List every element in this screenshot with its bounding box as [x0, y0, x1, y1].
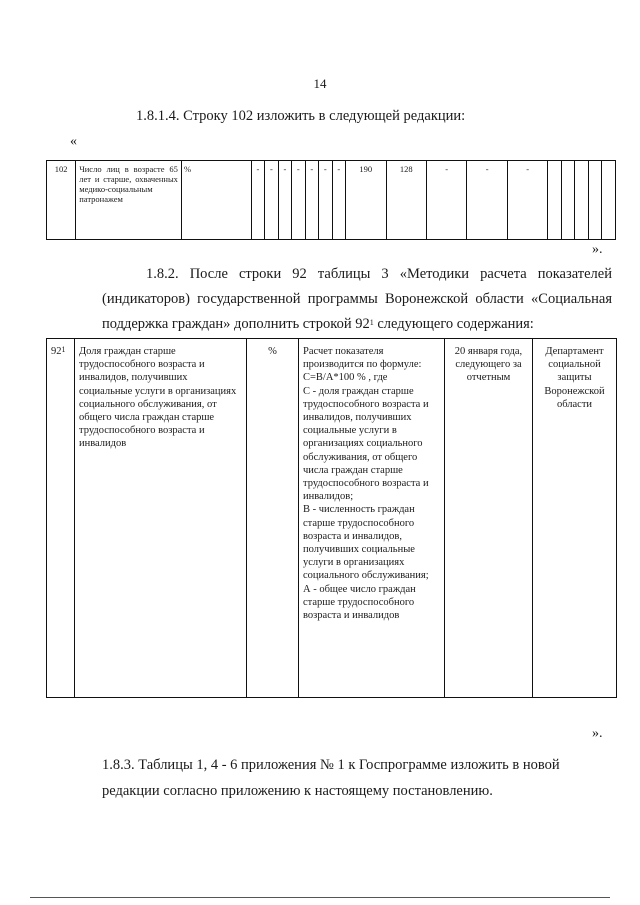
section-1814-heading: 1.8.1.4. Строку 102 изложить в следующей редакции:: [136, 108, 466, 124]
row-number: $92^1$: [47, 339, 75, 698]
value-cell: -: [265, 161, 278, 240]
unit: %: [247, 339, 299, 698]
calc-line: В - численность граждан старше трудоспособного возраста и инвалидов, получивших социальные услуги в организациях социального обслуживания;: [303, 504, 429, 582]
table-row-102: [46, 160, 616, 240]
indicator-name: Доля граждан старше трудоспособного возраста и инвалидов, получивших социальные услуги в организациях социального обслуживания, от общего числа граждан старше трудоспособного возраста и инвалидов: [75, 339, 247, 698]
value-cell: -: [507, 161, 547, 240]
calc-line: С=В/А*100 % , где: [303, 372, 388, 384]
calc-line: Расчет показателя производится по формуле:: [303, 346, 422, 371]
section-182-paragraph: [102, 262, 612, 337]
value-cell: [548, 161, 561, 240]
responsible: Департамент социальной защиты Воронежской области: [533, 339, 617, 698]
calculation-method: [299, 339, 445, 698]
value-cell: [588, 161, 601, 240]
table-row-92-1: [46, 338, 617, 698]
value-cell: -: [319, 161, 332, 240]
row-number: 102: [47, 161, 76, 240]
value-cell: -: [278, 161, 291, 240]
section-182-text: 1.8.2. После строки 92 таблицы 3 «Методики расчета показателей (индикаторов) государственной программы Воронежской области «Социальная поддержка граждан» дополнить строкой 92: [102, 266, 612, 332]
unit: %: [181, 161, 251, 240]
value-cell: -: [332, 161, 345, 240]
deadline: 20 января года, следующего за отчетным: [445, 339, 533, 698]
close-quote: ».: [592, 726, 603, 741]
indicator-name: Число лиц в возрасте 65 лет и старше, охваченных медико-социальным патронажем: [76, 161, 182, 240]
page-number: 14: [313, 76, 327, 91]
value-cell: 128: [386, 161, 426, 240]
value-cell: [561, 161, 574, 240]
section-182-tail: следующего содержания:: [373, 316, 534, 332]
value-cell: 190: [346, 161, 386, 240]
calc-line: С - доля граждан старше трудоспособного возраста и инвалидов, получивших социальные услуги в организациях социального обслуживания, от общего числа граждан старше трудоспособного возраста и инвалидов;: [303, 385, 429, 503]
footer-divider: [30, 897, 610, 898]
close-quote: ».: [592, 242, 603, 257]
calc-line: А - общее число граждан старше трудоспособного возраста и инвалидов: [303, 583, 416, 622]
open-quote: «: [70, 134, 77, 149]
section-183-paragraph: 1.8.3. Таблицы 1, 4 - 6 приложения № 1 к Госпрограмме изложить в новой редакции согласно приложению к настоящему постановлению.: [102, 757, 560, 799]
value-cell: -: [292, 161, 305, 240]
value-cell: -: [305, 161, 318, 240]
value-cell: [575, 161, 588, 240]
superscript: 1: [369, 318, 374, 327]
value-cell: -: [251, 161, 264, 240]
value-cell: -: [467, 161, 507, 240]
value-cell: -: [426, 161, 466, 240]
value-cell: [602, 161, 616, 240]
